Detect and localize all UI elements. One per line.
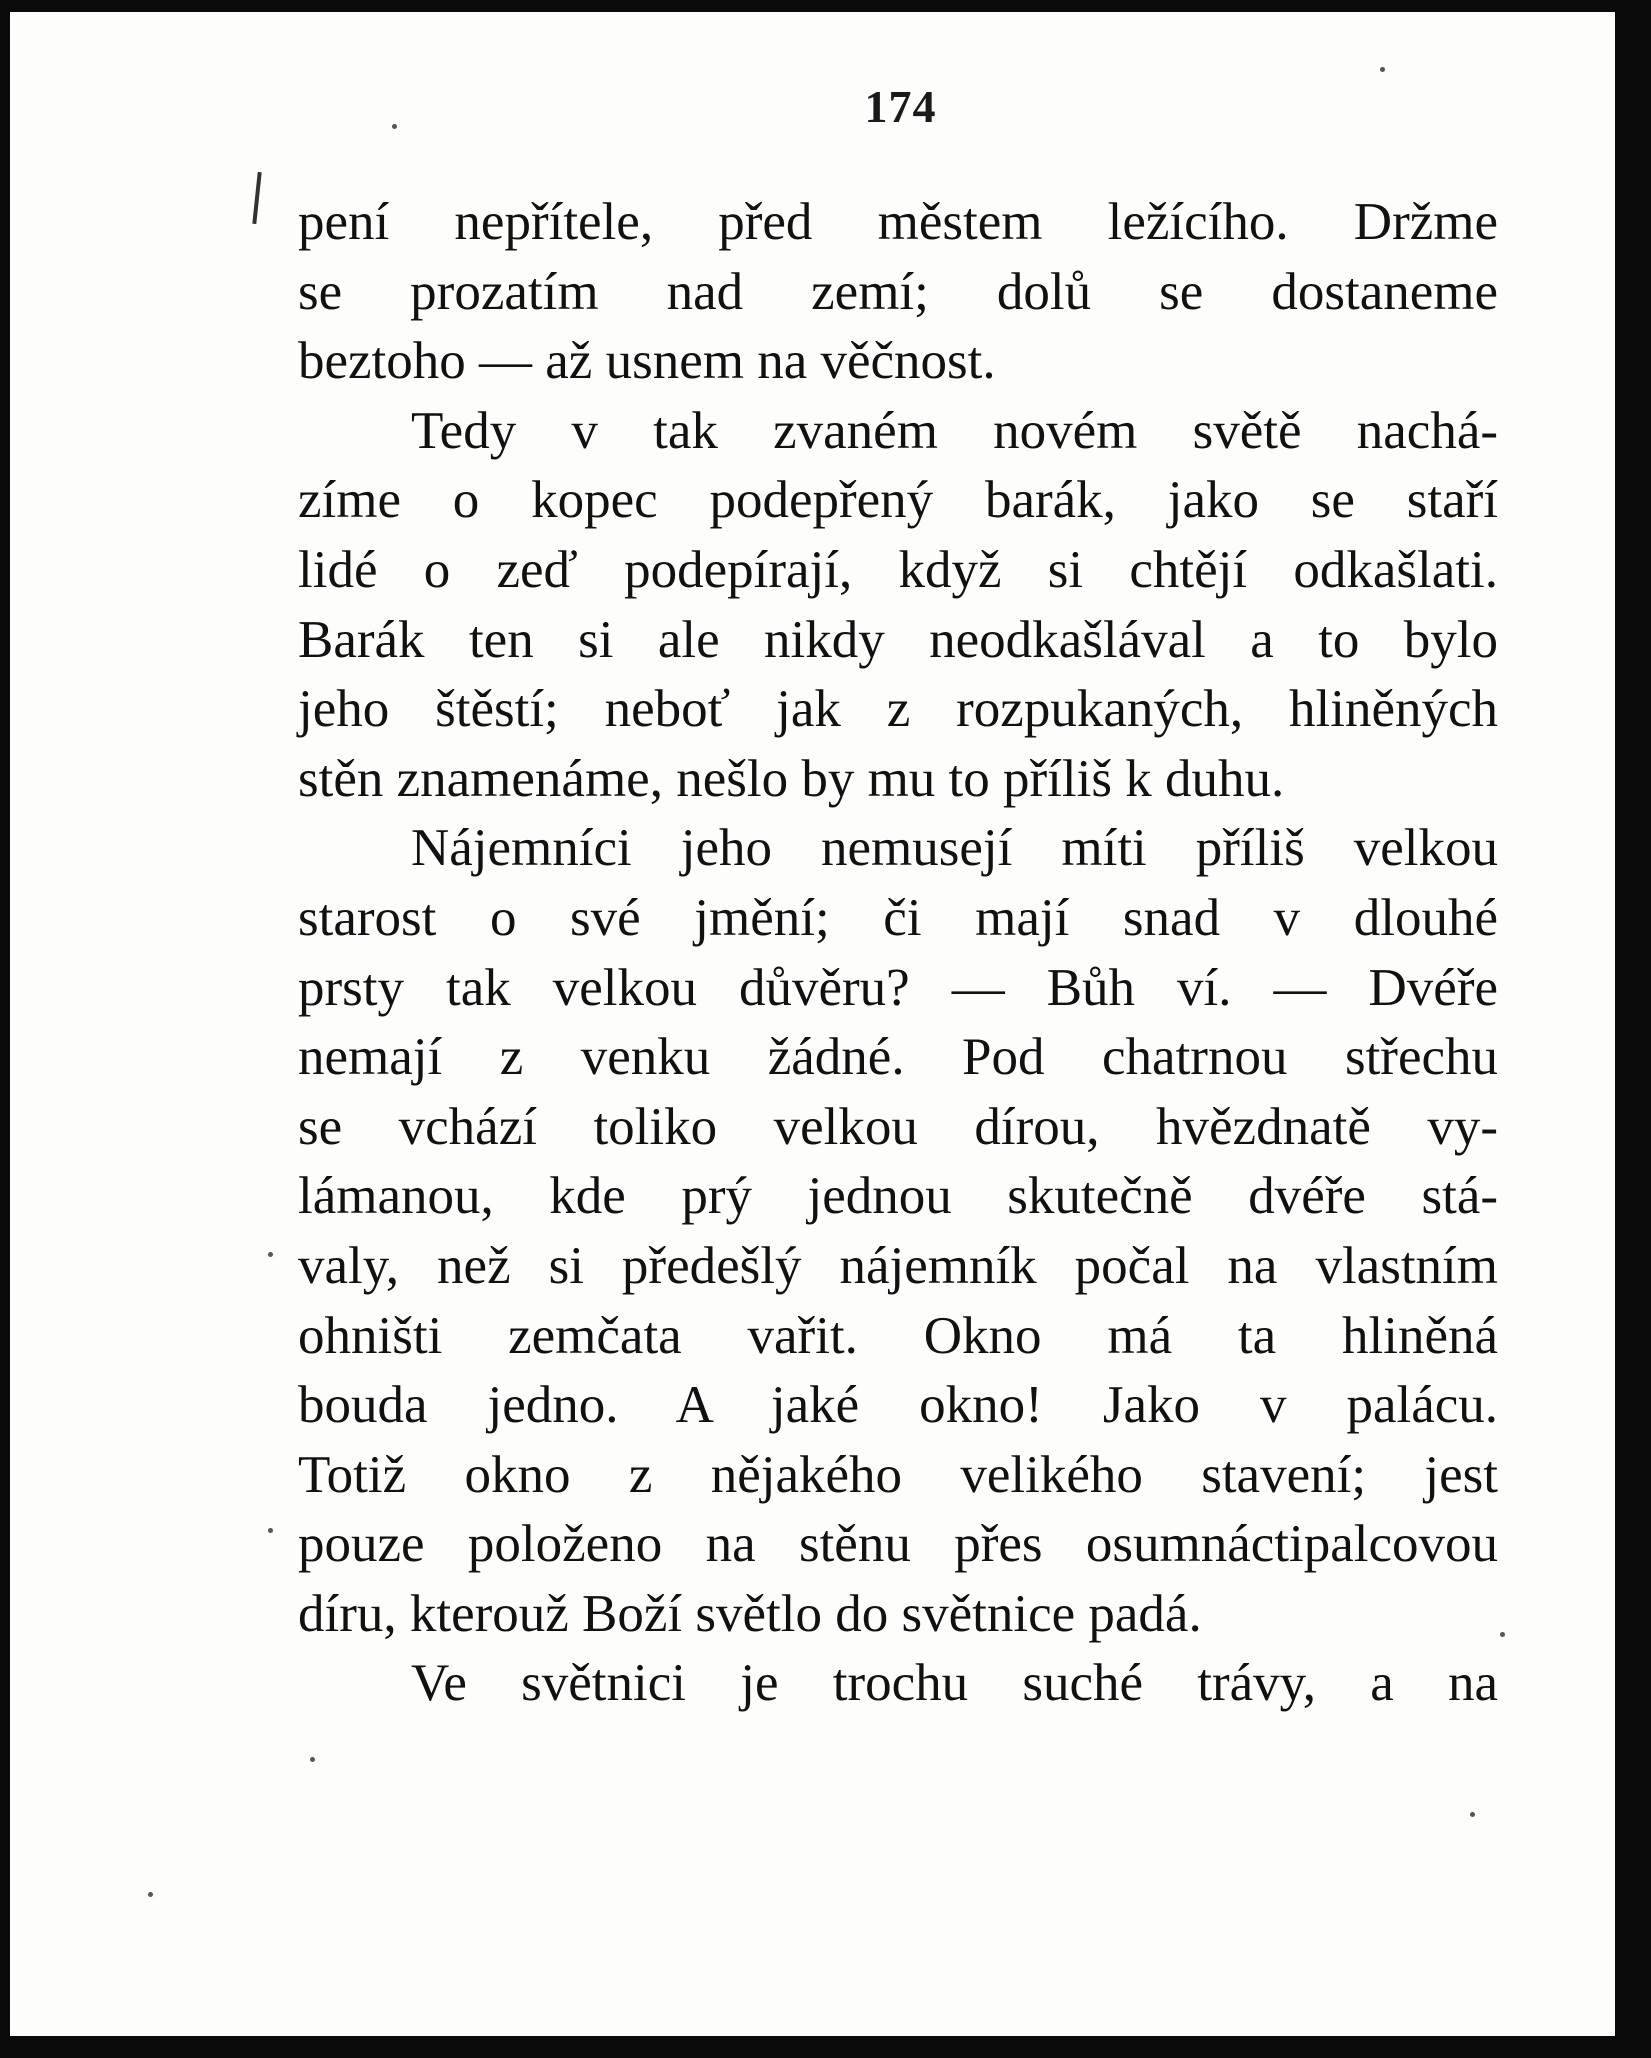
- text-line: lidé o zeď podepírají, když si chtějí odkašlati.: [298, 540, 1498, 599]
- text-line: Nájemníci jeho nemusejí míti příliš velkou: [411, 819, 1498, 878]
- text-line: Ve světnici je trochu suché trávy, a na: [411, 1654, 1498, 1713]
- margin-mark: [252, 172, 261, 224]
- text-line: nemají z venku žádné. Pod chatrnou střechu: [298, 1028, 1498, 1087]
- print-speck: [268, 1528, 273, 1533]
- text-line: stěn znamenáme, nešlo by mu to příliš k duhu.: [298, 749, 1285, 808]
- scan-edge: [10, 2036, 1641, 2046]
- text-line: beztoho — až usnem na věčnost.: [298, 332, 996, 391]
- text-line: Totiž okno z nějakého velikého stavení; jest: [298, 1445, 1498, 1504]
- text-line: Barák ten si ale nikdy neodkašlával a to bylo: [298, 610, 1498, 669]
- text-line: prsty tak velkou důvěru? — Bůh ví. — Dvéře: [298, 958, 1498, 1017]
- print-speck: [148, 1892, 153, 1897]
- print-speck: [1470, 1812, 1475, 1817]
- print-speck: [268, 1252, 273, 1257]
- text-line: Tedy v tak zvaném novém světě nachá-: [411, 401, 1498, 460]
- text-line: starost o své jmění; či mají snad v dlouhé: [298, 888, 1498, 947]
- page-number: 174: [864, 81, 937, 132]
- book-page: [10, 12, 1641, 2046]
- text-line: bouda jedno. A jaké okno! Jako v palácu.: [298, 1376, 1498, 1435]
- text-line: valy, než si předešlý nájemník počal na vlastním: [298, 1236, 1498, 1295]
- print-speck: [1500, 1632, 1505, 1637]
- text-line: se prozatím nad zemí; dolů se dostaneme: [298, 262, 1498, 321]
- text-line: lámanou, kde prý jednou skutečně dvéře stá-: [298, 1167, 1498, 1226]
- scan-edge: [1615, 12, 1641, 2046]
- text-line: jeho štěstí; neboť jak z rozpukaných, hliněných: [298, 680, 1498, 739]
- body-text: [298, 188, 1498, 1719]
- text-line: zíme o kopec podepřený barák, jako se staří: [298, 471, 1498, 530]
- print-speck: [310, 1757, 315, 1762]
- text-line: ohništi zemčata vařit. Okno má ta hliněná: [298, 1306, 1498, 1365]
- text-line: se vchází toliko velkou dírou, hvězdnatě vy-: [298, 1097, 1498, 1156]
- text-line: pouze položeno na stěnu přes osumnáctipalcovou: [298, 1515, 1498, 1574]
- text-line: pení nepřítele, před městem ležícího. Držme: [298, 193, 1498, 251]
- text-line: díru, kterouž Boží světlo do světnice padá.: [298, 1584, 1202, 1643]
- print-speck: [1380, 67, 1385, 72]
- print-speck: [392, 124, 397, 129]
